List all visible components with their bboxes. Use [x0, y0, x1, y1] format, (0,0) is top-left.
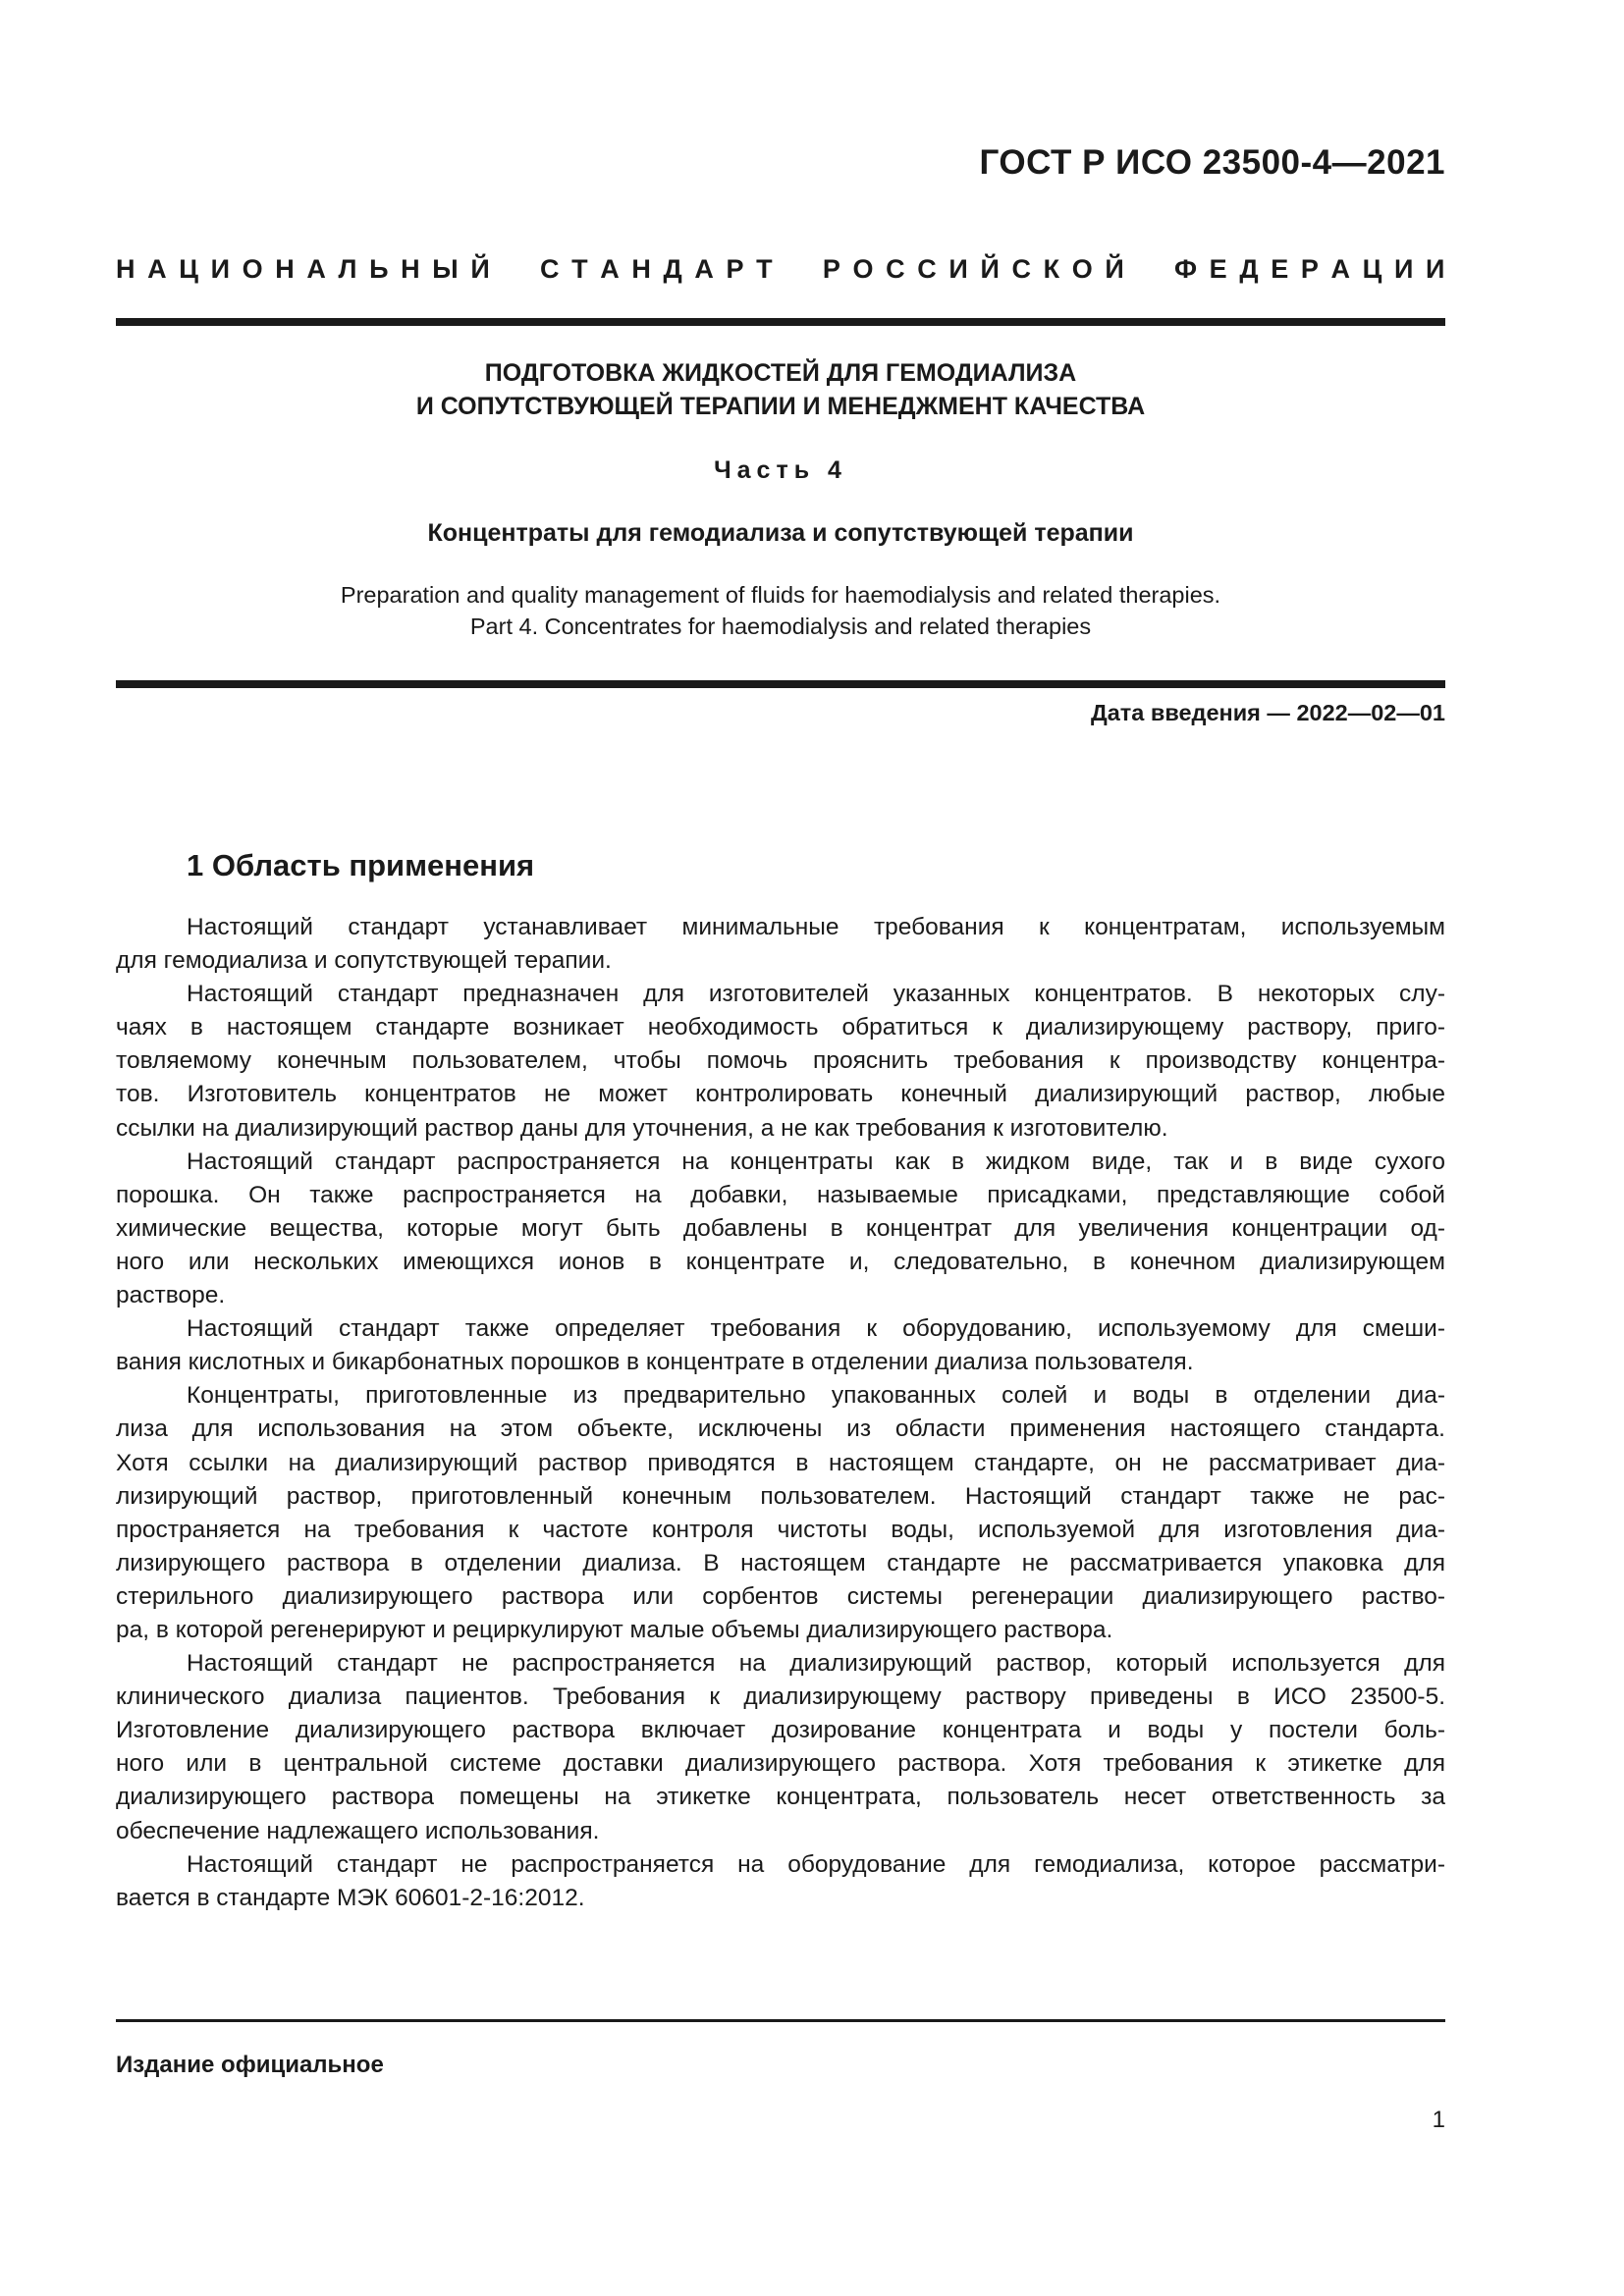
banner-letter: Ц — [179, 254, 198, 284]
banner-word-gap — [785, 254, 810, 285]
banner-letter: А — [147, 254, 167, 284]
banner-letter: И — [1393, 254, 1414, 284]
banner-letter: Ь — [369, 254, 389, 284]
banner-letter: О — [1071, 254, 1093, 284]
body-line: лиза для использования на этом объекте, исключены из области применения настоящего стандарта. — [116, 1415, 1445, 1443]
banner-letter: Н — [116, 254, 135, 284]
body-line: ссылки на диализирующий раствор даны для уточнения, а не как требования к изготовителю. — [116, 1114, 1168, 1142]
body-line: товляемому конечным пользователем, чтобы помочь прояснить требования к производству концентра- — [116, 1047, 1445, 1075]
body-line: Настоящий стандарт устанавливает минимальные требования к концентратам, используемым — [187, 914, 1445, 940]
body-line: Настоящий стандарт не распространяется на диализирующий раствор, который используется для — [187, 1650, 1445, 1678]
banner-letter: Р — [822, 254, 840, 284]
body-line: Хотя ссылки на диализирующий раствор приводятся в настоящем стандарте, он не рассматривает диа- — [116, 1449, 1445, 1476]
banner-letter: А — [306, 254, 326, 284]
banner-letter: Ц — [1362, 254, 1382, 284]
banner-letter: Й — [1105, 254, 1124, 284]
banner-letter: А — [694, 254, 714, 284]
banner-letter: И — [948, 254, 968, 284]
banner-letter: И — [1425, 254, 1445, 284]
banner-letter: А — [1330, 254, 1350, 284]
banner-letter: С — [917, 254, 937, 284]
banner-letter: Н — [401, 254, 420, 284]
body-line: для гемодиализа и сопутствующей терапии. — [116, 947, 612, 975]
banner-letter: Д — [663, 254, 682, 284]
banner-letter: Й — [470, 254, 490, 284]
body-line: диализирующего раствора помещены на этикетке концентрата, пользователь несет ответственность за — [116, 1784, 1445, 1811]
title-en-line-1: Preparation and quality management of fluids for haemodialysis and related therapies. — [340, 582, 1221, 608]
document-title-ru — [116, 356, 1445, 423]
official-edition-label: Издание официальное — [116, 2052, 384, 2078]
part-label: Часть 4 — [714, 456, 847, 484]
banner-letter: Е — [1209, 254, 1227, 284]
banner-letter: С — [539, 254, 560, 284]
banner-letter: И — [210, 254, 231, 284]
body-line: Изготовление диализирующего раствора включает дозирование концентрата и воды у постели боль- — [116, 1717, 1445, 1744]
body-line: Настоящий стандарт предназначен для изготовителей указанных концентратов. В некоторых слу- — [187, 981, 1445, 1008]
body-line: Настоящий стандарт не распространяется на оборудование для гемодиализа, которое рассматри- — [187, 1850, 1445, 1878]
document-code: ГОСТ Р ИСО 23500-4—2021 — [979, 143, 1445, 182]
banner-word-gap — [1136, 254, 1162, 285]
body-line: Концентраты, приготовленные из предварительно упакованных солей и воды в отделении диа- — [187, 1382, 1445, 1410]
banner-letter: Д — [1239, 254, 1259, 284]
introduction-date: Дата введения — 2022—02—01 — [1090, 700, 1445, 725]
title-ru-line-1: ПОДГОТОВКА ЖИДКОСТЕЙ ДЛЯ ГЕМОДИАЛИЗА — [484, 359, 1077, 387]
top-divider — [116, 318, 1445, 326]
section-body — [116, 911, 1445, 1915]
banner-letter: С — [886, 254, 905, 284]
title-divider — [116, 680, 1445, 688]
banner-letter: Р — [726, 254, 744, 284]
body-line: ра, в которой регенерируют и рециркулируют малые объемы диализирующего раствора. — [116, 1616, 1113, 1643]
banner-letter: Л — [338, 254, 357, 284]
body-line: вания кислотных и бикарбонатных порошков в концентрате в отделении диализа пользователя. — [116, 1349, 1194, 1376]
body-line: вается в стандарте МЭК 60601-2-16:2012. — [116, 1884, 585, 1911]
body-line: Настоящий стандарт также определяет требования к оборудованию, используемому для смеши- — [187, 1315, 1445, 1343]
title-en-line-2: Part 4. Concentrates for haemodialysis and related therapies — [469, 614, 1092, 639]
body-line: ного или в центральной системе доставки диализирующего раствора. Хотя требования к этикетке для — [116, 1750, 1445, 1778]
body-line: порошка. Он также распространяется на добавки, называемые присадками, представляющие собой — [116, 1181, 1445, 1208]
banner-letter: Е — [1271, 254, 1289, 284]
body-line: пространяется на требования к частоте контроля чистоты воды, используемой для изготовления диа- — [116, 1516, 1445, 1543]
footer-divider — [116, 2019, 1445, 2022]
page-number: 1 — [1432, 2107, 1445, 2133]
body-line: лизирующего раствора в отделении диализа. В настоящем стандарте не рассматривается упаковка для — [116, 1549, 1445, 1576]
banner-letter: О — [852, 254, 874, 284]
banner-letter: О — [242, 254, 263, 284]
body-line: чаях в настоящем стандарте возникает необходимость обратиться к диализирующему раствору, приго- — [116, 1014, 1445, 1041]
banner-letter: Р — [1300, 254, 1319, 284]
banner-letter: Т — [571, 254, 588, 284]
banner-letter: Н — [631, 254, 651, 284]
banner-letter: Ы — [432, 254, 459, 284]
body-line: лизирующий раствор, приготовленный конечным пользователем. Настоящий стандарт также не рас- — [116, 1482, 1445, 1510]
national-standard-banner — [116, 254, 1445, 285]
banner-letter: С — [1011, 254, 1031, 284]
body-line: химические вещества, которые могут быть добавлены в концентрат для увеличения концентрации од- — [116, 1214, 1445, 1242]
body-line: тов. Изготовитель концентратов не может контролировать конечный диализирующий раствор, любые — [116, 1081, 1445, 1108]
banner-letter: Н — [275, 254, 295, 284]
body-line: растворе. — [116, 1282, 226, 1309]
banner-letter: К — [1043, 254, 1060, 284]
body-line: ного или нескольких имеющихся ионов в концентрате и, следовательно, в конечном диализирующем — [116, 1248, 1445, 1275]
body-line: стерильного диализирующего раствора или сорбентов системы регенерации диализирующего раство- — [116, 1582, 1445, 1610]
banner-word-gap — [502, 254, 527, 285]
body-line: Настоящий стандарт распространяется на концентраты как в жидком виде, так и в виде сухого — [187, 1148, 1445, 1175]
document-title-en — [116, 579, 1445, 642]
body-line: клинического диализа пациентов. Требования к диализирующему раствору приведены в ИСО 23500-5. — [116, 1683, 1445, 1711]
banner-letter: Т — [756, 254, 773, 284]
banner-letter: Ф — [1174, 254, 1198, 284]
document-subtitle-ru: Концентраты для гемодиализа и сопутствующей терапии — [427, 519, 1134, 547]
banner-letter: Й — [980, 254, 1000, 284]
section-heading: 1 Область применения — [187, 848, 535, 882]
body-line: обеспечение надлежащего использования. — [116, 1817, 600, 1844]
banner-letter: А — [600, 254, 620, 284]
title-ru-line-2: И СОПУТСТВУЮЩЕЙ ТЕРАПИИ И МЕНЕДЖМЕНТ КАЧЕСТВА — [415, 393, 1146, 420]
